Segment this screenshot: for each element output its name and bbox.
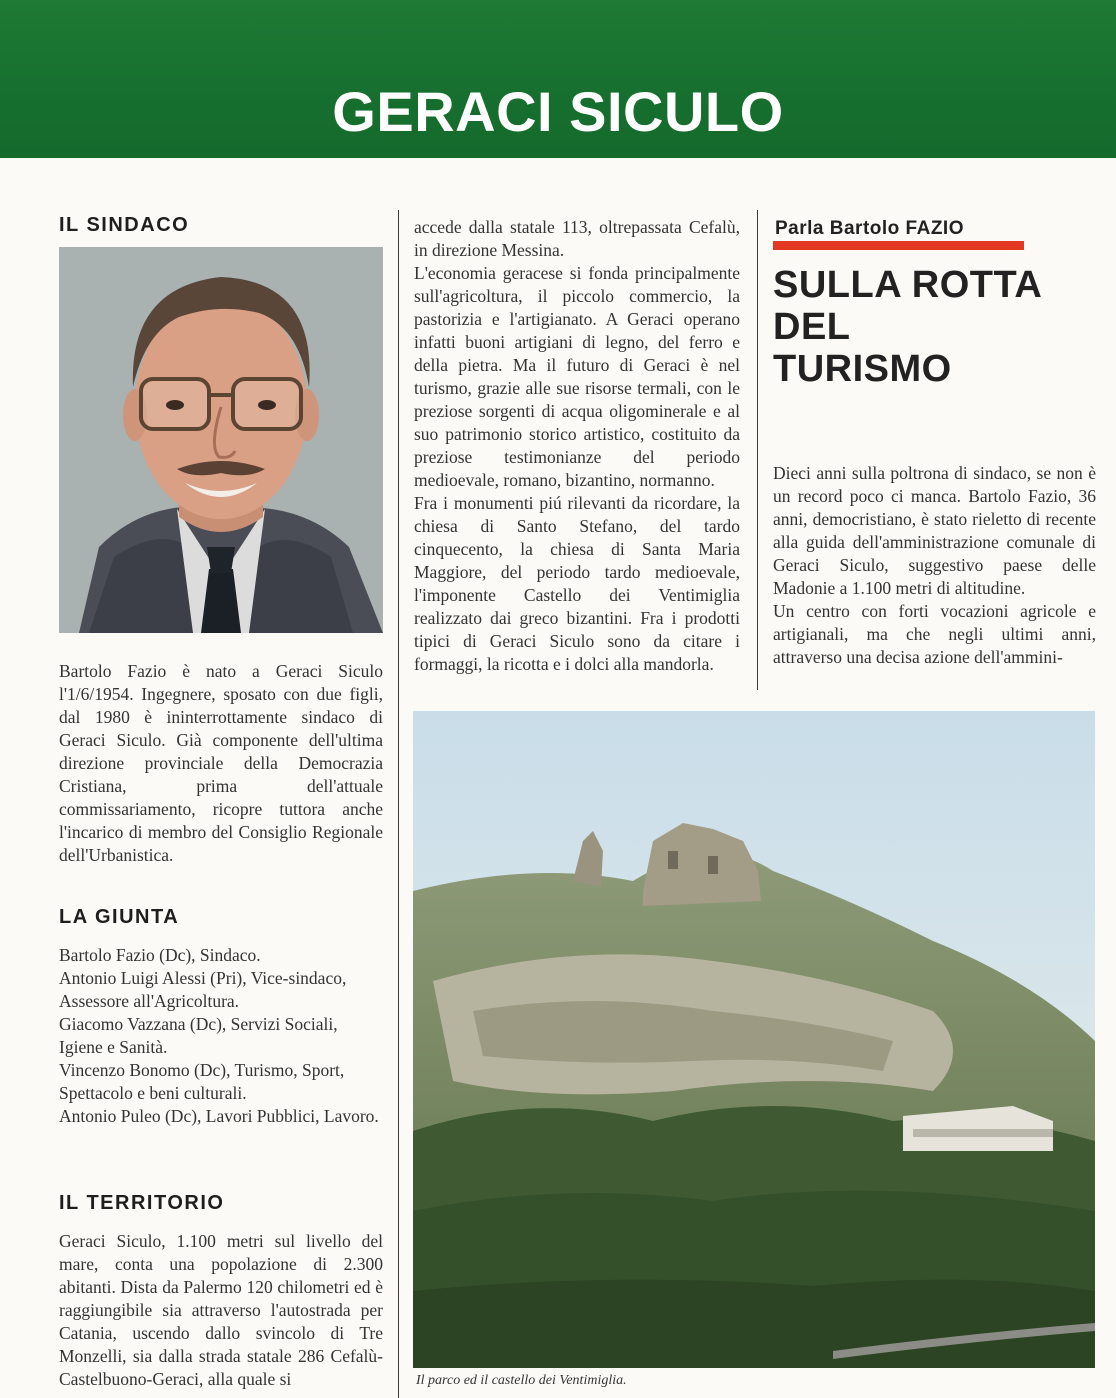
territorio-heading: IL TERRITORIO — [59, 1192, 225, 1214]
headline-line: SULLA ROTTA — [773, 264, 1043, 306]
middle-paragraph: L'economia geracese si fonda principalmente sull'agricoltura, il piccolo commercio, la pastorizia e l'artigianato. A Geraci operano infatti buoni artigiani di legno, del ferro e della pietra. Ma il futuro di Geraci è nel turismo, grazie alle sue risorse termali, con le preziose sorgenti di acqua oligominerale e al suo patrimonio storico artistico, costituito da preziose testimonianze del periodo medioevale, romano, bizantino, normanno. — [414, 263, 740, 490]
interview-text — [773, 462, 1096, 669]
middle-paragraph: accede dalla statale 113, oltrepassata Cefalù, in direzione Messina. — [414, 217, 740, 260]
giunta-member: Giacomo Vazzana (Dc), Servizi Sociali, Igiene e Sanità. — [59, 1014, 338, 1057]
sindaco-bio: Bartolo Fazio è nato a Geraci Siculo l'1/6/1954. Ingegnere, sposato con due figli, dal 1980 è ininterrottamente sindaco di Geraci Siculo. Già componente dell'ultima direzione provinciale della Democrazia Cristiana, prima dell'attuale commissariamento, ricopre tuttora anche l'incarico di membro del Consiglio Regionale dell'Urbanistica. — [59, 661, 383, 865]
headline-line: DEL — [773, 306, 851, 348]
photo-caption: Il parco ed il castello dei Ventimiglia. — [416, 1373, 627, 1388]
page-title: GERACI SICULO — [332, 80, 784, 143]
giunta-member: Antonio Luigi Alessi (Pri), Vice-sindaco, Assessore all'Agricoltura. — [59, 968, 347, 1011]
sindaco-heading: IL SINDACO — [59, 214, 190, 236]
column-divider-left — [398, 210, 399, 1398]
interview-kicker: Parla Bartolo FAZIO — [775, 218, 964, 239]
header-banner — [0, 0, 1116, 158]
territorio-text: Geraci Siculo, 1.100 metri sul livello del mare, conta una popolazione di 2.300 abitanti. Dista da Palermo 120 chilometri ed è raggiungibile sia attraverso l'autostrada per Catania, uscendo dallo svincolo di Tre Monzelli, sia dalla strada statale 286 Cefalù-Castelbuono-Geraci, alla quale si — [59, 1231, 383, 1389]
mayor-portrait-image — [59, 247, 383, 633]
giunta-list — [59, 944, 383, 1128]
giunta-member: Vincenzo Bonomo (Dc), Turismo, Sport, Spettacolo e beni culturali. — [59, 1060, 345, 1103]
interview-paragraph: Un centro con forti vocazioni agricole e artigianali, ma che negli ultimi anni, attraverso una decisa azione dell'ammini- — [773, 601, 1096, 667]
castle-photo — [413, 711, 1095, 1368]
giunta-member: Bartolo Fazio (Dc), Sindaco. — [59, 945, 261, 965]
interview-headline — [773, 264, 1113, 390]
kicker-underline — [773, 241, 1024, 250]
headline-line: TURISMO — [773, 348, 952, 390]
mayor-portrait — [59, 247, 383, 633]
interview-paragraph: Dieci anni sulla poltrona di sindaco, se non è un record poco ci manca. Bartolo Fazio, 36 anni, democristiano, è stato rieletto di recente alla guida dell'amministrazione comunale di Geraci Siculo, suggestivo paese delle Madonie a 1.100 metri di altitudine. — [773, 463, 1096, 598]
giunta-heading: LA GIUNTA — [59, 906, 180, 928]
middle-column-text — [414, 216, 740, 676]
column-divider-right — [757, 210, 758, 690]
giunta-member: Antonio Puleo (Dc), Lavori Pubblici, Lavoro. — [59, 1106, 379, 1126]
castle-landscape-image — [413, 711, 1095, 1368]
middle-paragraph: Fra i monumenti piú rilevanti da ricordare, la chiesa di Santo Stefano, del tardo cinquecento, la chiesa di Santa Maria Maggiore, del periodo tardo medioevale, l'imponente Castello dei Ventimiglia realizzato dai greco bizantini. Fra i prodotti tipici di Geraci Siculo sono da citare i formaggi, la ricotta e i dolci alla mandorla. — [414, 493, 740, 674]
